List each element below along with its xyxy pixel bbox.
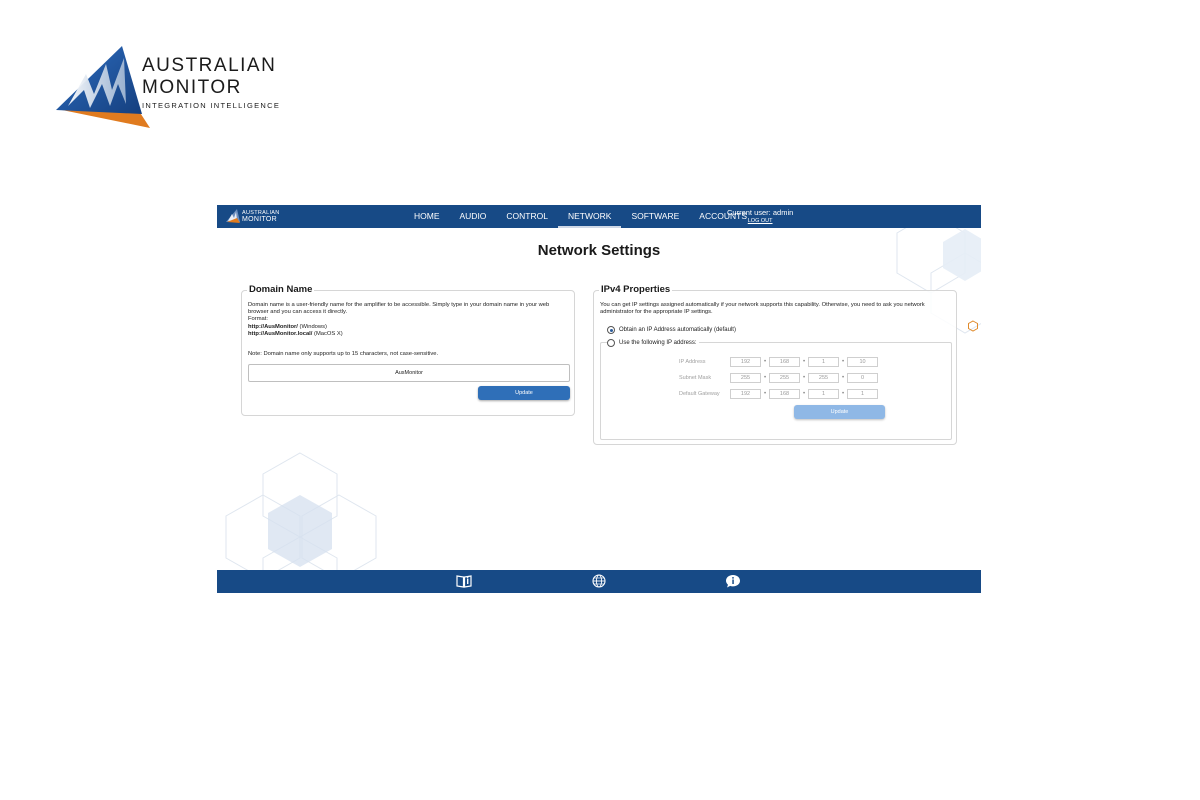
nav-software[interactable]: SOFTWARE <box>631 211 680 221</box>
default-gateway-label: Default Gateway <box>679 391 720 397</box>
brand-mark-icon <box>54 44 154 130</box>
ipv4-properties-panel <box>593 284 957 445</box>
default-gateway-octet-2[interactable] <box>769 389 800 399</box>
domain-format-windows-os: (Windows) <box>299 323 327 330</box>
nav-audio[interactable]: AUDIO <box>459 211 487 221</box>
subnet-mask-octet-2[interactable] <box>769 373 800 383</box>
subnet-mask-label: Subnet Mask <box>679 375 712 381</box>
bottom-toolbar <box>217 570 981 593</box>
app-logo-mark-icon <box>225 208 241 224</box>
brand-name-line2: MONITOR <box>142 77 242 98</box>
ipv4-description: You can get IP settings assigned automatically if your network supports this capability. Otherwise, you need to ask you network administrator for the appropriate IP settings. <box>600 302 925 316</box>
ip-static-radio[interactable] <box>607 339 615 347</box>
brand-name-line1: AUSTRALIAN <box>142 55 277 76</box>
domain-format-windows-url: http://AusMonitor/ <box>248 323 298 330</box>
domain-format-mac-url: http://AusMonitor.local/ <box>248 330 313 337</box>
ip-auto-radio[interactable] <box>607 326 615 334</box>
default-gateway-octet-3[interactable] <box>808 389 839 399</box>
default-gateway-octet-1[interactable] <box>730 389 761 399</box>
app-window <box>217 205 981 593</box>
ip-address-row: IP Address 192 • 168 • 1 • 10 <box>601 357 953 369</box>
top-navigation-bar <box>217 205 981 228</box>
domain-name-title: Domain Name <box>249 284 313 295</box>
ip-auto-label: Obtain an IP Address automatically (default) <box>619 327 736 333</box>
brand-logo <box>54 44 294 130</box>
ip-address-octet-2[interactable] <box>769 357 800 367</box>
logout-link[interactable]: LOG OUT <box>747 218 773 224</box>
page-title: Network Settings <box>537 242 661 259</box>
network-globe-icon[interactable] <box>591 574 607 588</box>
nav-network[interactable]: NETWORK <box>558 205 621 228</box>
ip-address-label: IP Address <box>679 359 706 365</box>
ipv4-properties-title: IPv4 Properties <box>601 284 671 295</box>
domain-update-button[interactable]: Update <box>478 386 570 400</box>
nav-accounts[interactable]: ACCOUNTS <box>699 211 747 221</box>
current-user-block <box>727 208 793 224</box>
domain-format-mac-os: (MacOS X) <box>314 330 343 337</box>
main-nav <box>404 205 757 228</box>
subnet-mask-octet-4[interactable] <box>847 373 878 383</box>
info-chat-icon[interactable] <box>725 574 741 588</box>
domain-name-description <box>248 302 570 338</box>
domain-name-note: Note: Domain name only supports up to 15 characters, not case-sensitive. <box>248 351 439 357</box>
ip-auto-option[interactable] <box>607 326 736 334</box>
default-gateway-row: Default Gateway 192 • 168 • 1 • 1 <box>601 389 953 401</box>
nav-control[interactable]: CONTROL <box>506 211 548 221</box>
ip-static-label: Use the following IP address: <box>619 340 697 346</box>
domain-format-label: Format: <box>248 316 268 323</box>
ip-static-option[interactable] <box>607 339 699 347</box>
app-logo-line1: AUSTRALIAN <box>242 210 280 216</box>
domain-name-input[interactable] <box>248 364 570 382</box>
domain-name-panel <box>241 284 575 416</box>
ip-address-octet-1[interactable] <box>730 357 761 367</box>
ip-address-octet-3[interactable] <box>808 357 839 367</box>
app-logo[interactable] <box>225 208 281 225</box>
subnet-mask-octet-1[interactable] <box>730 373 761 383</box>
app-logo-line2: MONITOR <box>242 216 278 223</box>
subnet-mask-octet-3[interactable] <box>808 373 839 383</box>
static-ip-fieldset <box>600 342 952 440</box>
default-gateway-octet-4[interactable] <box>847 389 878 399</box>
nav-home[interactable]: HOME <box>414 211 440 221</box>
ipv4-update-button[interactable]: Update <box>794 405 885 419</box>
hex-accent-icon <box>967 320 979 332</box>
brand-tagline: INTEGRATION INTELLIGENCE <box>142 101 281 110</box>
current-user-label: Current user: admin <box>727 208 794 217</box>
manual-book-icon[interactable] <box>456 574 472 588</box>
domain-description-text: Domain name is a user-friendly name for the amplifier to be accessible. Simply type in your domain name in your web browser and you can access it directly. <box>248 302 550 316</box>
subnet-mask-row: Subnet Mask 255 • 255 • 255 • 0 <box>601 373 953 385</box>
ip-address-octet-4[interactable] <box>847 357 878 367</box>
